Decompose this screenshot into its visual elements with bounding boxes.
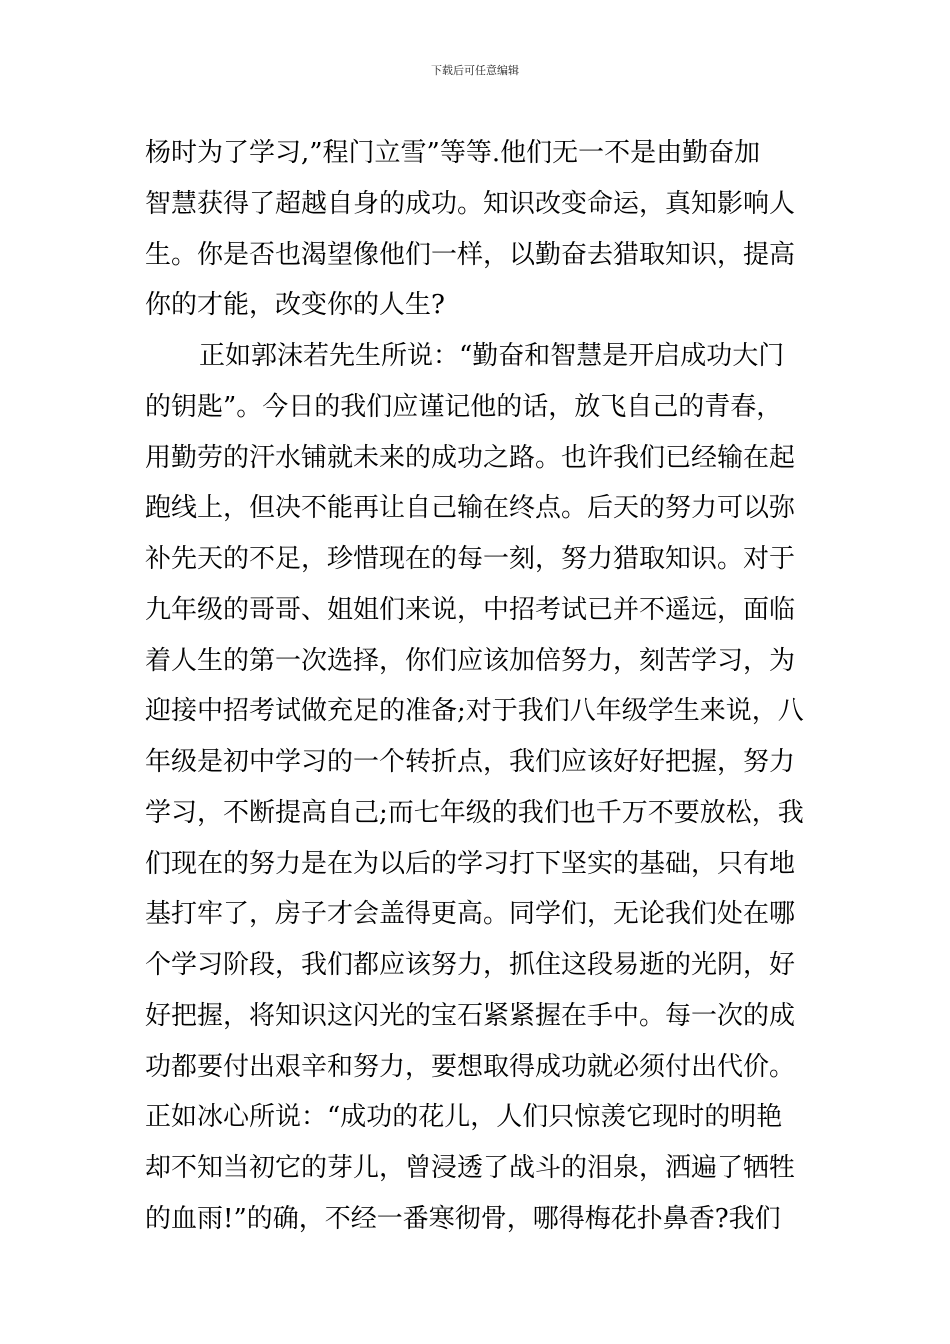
text-line: 补先天的不足，珍惜现在的每一刻，努力猎取知识。对于 — [145, 544, 796, 574]
text-line: 跑线上，但决不能再让自己输在终点。后天的努力可以弥 — [145, 493, 796, 524]
text-line: 智慧获得了超越自身的成功。知识改变命运，真知影响人 — [145, 188, 796, 219]
text-line: 功都要付出艰辛和努力，要想取得成功就必须付出代价。 — [145, 1051, 796, 1082]
text-line: 迎接中招考试做充足的准备;对于我们八年级学生来说，八 — [145, 696, 804, 727]
text-line: 你的才能，改变你的人生? — [145, 290, 445, 321]
text-line: 杨时为了学习,”程门立雪”等等.他们无一不是由勤奋加 — [145, 138, 761, 168]
text-line: 年级是初中学习的一个转折点，我们应该好好把握，努力 — [145, 747, 796, 777]
text-line: 个学习阶段，我们都应该努力，抓住这段易逝的光阴，好 — [145, 950, 796, 980]
text-line: 生。你是否也渴望像他们一样，以勤奋去猎取知识，提高 — [145, 239, 796, 270]
text-line: 学习，不断提高自己;而七年级的我们也千万不要放松，我 — [145, 797, 804, 828]
text-line: 却不知当初它的芽儿，曾浸透了战斗的泪泉，洒遍了牺牲 — [145, 1153, 796, 1183]
header-note: 下载后可任意编辑 — [431, 64, 519, 77]
text-line: 九年级的哥哥、姐姐们来说，中招考试已并不遥远，面临 — [145, 594, 796, 625]
text-line: 基打牢了，房子才会盖得更高。同学们，无论我们处在哪 — [145, 899, 796, 930]
text-line: 们现在的努力是在为以后的学习打下坚实的基础，只有地 — [145, 848, 796, 879]
text-line: 用勤劳的汗水铺就未来的成功之路。也许我们已经输在起 — [145, 442, 796, 473]
text-line: 着人生的第一次选择，你们应该加倍努力，刻苦学习，为 — [145, 645, 796, 676]
paragraph-start-line: 正如郭沫若先生所说：“勤奋和智慧是开启成功大门 — [199, 341, 785, 371]
text-line: 正如冰心所说：“成功的花儿，人们只惊羡它现时的明艳 — [145, 1102, 783, 1133]
text-line: 好把握，将知识这闪光的宝石紧紧握在手中。每一次的成 — [145, 1000, 796, 1031]
body-text — [145, 128, 810, 1245]
text-line: 的血雨!”的确，不经一番寒彻骨，哪得梅花扑鼻香?我们 — [145, 1203, 781, 1234]
text-line: 的钥匙”。今日的我们应谨记他的话，放飞自己的青春， — [145, 391, 783, 422]
